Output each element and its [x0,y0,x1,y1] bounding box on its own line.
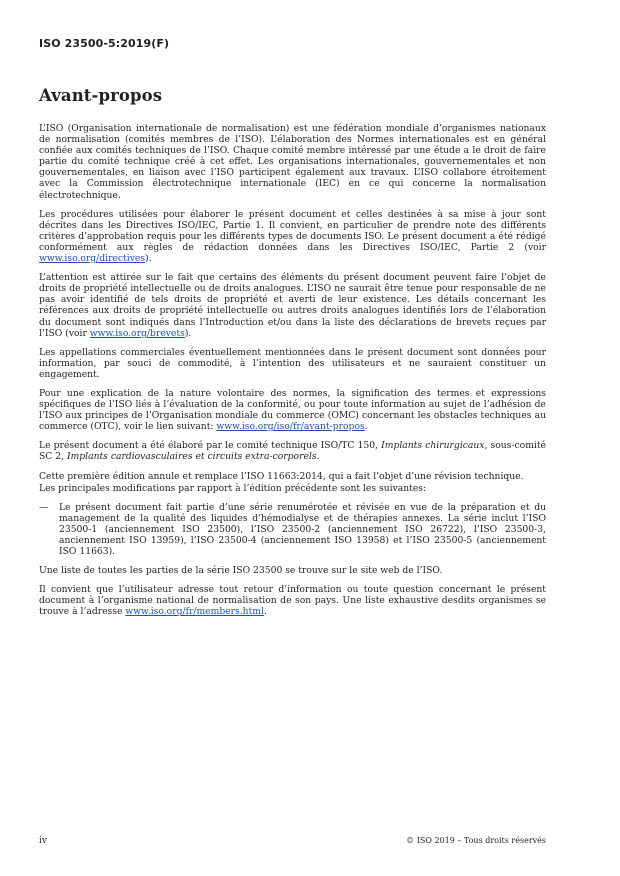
copyright-notice: © ISO 2019 – Tous droits réservés [406,836,546,845]
foreword-link[interactable]: www.iso.org/iso/fr/avant-propos [216,421,365,433]
patents-link[interactable]: www.iso.org/brevets [89,327,185,339]
list-item-text: Le présent document fait partie d’une série renumérotée et révisée en vue de la préparation et du management de la qualité des liquides d’hémodialyse et de thérapies annexes. La série inclut l’ISO 23500-1 (anciennement ISO 23500), l’ISO 23500-2 (anciennement ISO 26722), l’ISO 23500-3, anciennement ISO 13959), l’ISO 23500-4 (anciennement ISO 13958) et l’ISO 23500-5 (anciennement ISO 11663). [59,501,546,558]
members-link[interactable]: www.iso.org/fr/members.html [125,606,264,618]
page-title: Avant-propos [39,86,163,105]
paragraph-text: L’attention est attirée sur le fait que certains des éléments du présent document peuvent faire l’objet de droits de propriété intellectuelle ou de droits analogues. L’ISO ne saurait être tenue pour responsable de ne pas avoir identifié de tels droits de propriété et averti de leur existence. Les détails concernant les références aux droits de propriété intellectuelle ou autres droits analogues identifiés lors de l’élaboration du document sont indiqués dans l’Introduction et/ou dans la liste des déclarations de brevets reçues par l’ISO (voir [39,272,546,339]
dash-bullet: — [39,501,49,513]
paragraph-end: ). [145,253,152,265]
paragraph-series-list: Une liste de toutes les parties de la série ISO 23500 se trouve sur le site web de l’ISO. [39,565,443,577]
directives-link[interactable]: www.iso.org/directives [39,253,146,265]
paragraph-patents [39,272,546,339]
paragraph-text: Il convient que l’utilisateur adresse tout retour d’information ou toute question concernant le présent document à l’organisme national de normalisation de son pays. Une liste exhaustive desdits organismes se trouve à l’adresse [39,584,546,618]
paragraph-procedures [39,209,546,264]
foreword-body [39,123,546,626]
paragraph-voluntary-nature [39,388,546,432]
list-item [39,502,546,557]
subcommittee-name: Implants cardiovasculaires et circuits extra-corporels [66,451,317,463]
paragraph-feedback [39,584,546,617]
paragraph-text: , sous-comité SC 2, [39,440,546,463]
page-number: iv [39,836,47,846]
paragraph-end: . [364,421,368,433]
paragraph-end: ). [184,327,192,339]
paragraph-text: Le présent document a été élaboré par le comité technique ISO/TC 150, [39,440,382,452]
paragraph-text: Pour une explication de la nature volontaire des normes, la signification des termes et expressions spécifiques de l’ISO liés à l’évaluation de la conformité, ou pour toute information au sujet de l’adhésion de l’ISO aux principes de l’Organisation mondiale du commerce (OMC) concernant les obstacles techniques au commerce (OTC), voir le lien suivant: [39,387,546,433]
paragraph-end: . [263,606,267,618]
document-reference: ISO 23500-5:2019(F) [39,37,170,50]
paragraph-edition: Cette première édition annule et remplace l’ISO 11663:2014, qui a fait l’objet d’une révision technique. [39,470,524,482]
paragraph-changes-intro: Les principales modifications par rapport à l’édition précédente sont les suivantes: [39,482,427,494]
paragraph-committee [39,440,546,462]
committee-name: Implants chirurgicaux [381,440,485,452]
paragraph-end: . [316,451,320,463]
paragraph-iso-intro: L’ISO (Organisation internationale de normalisation) est une fédération mondiale d’organismes nationaux de normalisation (comités membres de l’ISO). L’élaboration des Normes internationales est en général confiée aux comités techniques de l’ISO. Chaque comité membre intéressé par une étude a le droit de faire partie du comité technique créé à cet effet. Les organisations internationales, gouvernementales et non gouvernementales, en liaison avec l’ISO participent également aux travaux. L’ISO collabore étroitement avec la Commission électrotechnique internationale (IEC) en ce qui concerne la normalisation électrotechnique. [39,123,546,201]
paragraph-text: Les procédures utilisées pour élaborer le présent document et celles destinées à sa mise à jour sont décrites dans les Directives ISO/IEC, Partie 1. Il convient, en particulier de prendre note des différents critères d’approbation requis pour les différents types de documents ISO. Le présent document a été rédigé conformément aux règles de rédaction données dans les Directives ISO/IEC, Partie 2 (voir [39,208,546,253]
paragraph-trade-names: Les appellations commerciales éventuellement mentionnées dans le présent document sont données pour information, par souci de commodité, à l’intention des utilisateurs et ne sauraient constituer un engagement. [39,346,546,380]
